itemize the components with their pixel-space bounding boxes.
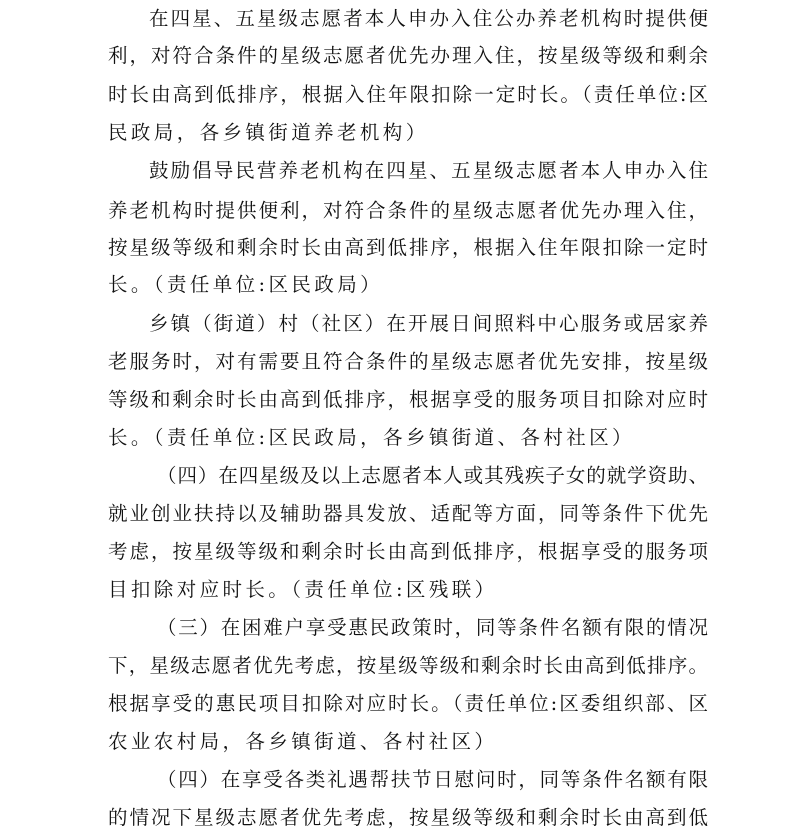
text-line: 老服务时，对有需要且符合条件的星级志愿者优先安排，按星级 [108, 350, 708, 373]
text-line: 等级和剩余时长由高到低排序，根据享受的服务项目扣除对应时 [108, 388, 708, 411]
text-line: 农业农村局，各乡镇街道、各村社区） [108, 730, 498, 753]
text-line: 时长由高到低排序，根据入住年限扣除一定时长。（责任单位:区 [108, 83, 708, 106]
text-line: 养老机构时提供便利，对符合条件的星级志愿者优先办理入住， [108, 199, 708, 222]
text-line: 根据享受的惠民项目扣除对应时长。（责任单位:区委组织部、区 [108, 692, 708, 715]
text-line: 考虑，按星级等级和剩余时长由高到低排序，根据享受的服务项 [108, 540, 708, 563]
text-line: 利，对符合条件的星级志愿者优先办理入住，按星级等级和剩余 [108, 44, 708, 67]
text-line: 乡镇（街道）村（社区）在开展日间照料中心服务或居家养 [149, 312, 708, 335]
text-line: 目扣除对应时长。（责任单位:区残联） [108, 578, 498, 601]
text-line: 下，星级志愿者优先考虑，按星级等级和剩余时长由高到低排序。 [108, 654, 708, 677]
text-line: 长。（责任单位:区民政局） [108, 273, 384, 296]
text-line: 鼓励倡导民营养老机构在四星、五星级志愿者本人申办入住 [149, 159, 708, 182]
text-line: 长。（责任单位:区民政局，各乡镇街道、各村社区） [108, 426, 635, 449]
text-line: 民政局，各乡镇街道养老机构） [108, 121, 429, 144]
text-line: 在四星、五星级志愿者本人申办入住公办养老机构时提供便 [149, 7, 708, 30]
text-line: （四）在四星级及以上志愿者本人或其残疾子女的就学资助、 [157, 464, 708, 487]
text-line: （四）在享受各类礼遇帮扶节日慰问时，同等条件名额有限 [157, 768, 708, 791]
text-line: 按星级等级和剩余时长由高到低排序，根据入住年限扣除一定时 [108, 236, 708, 259]
text-line: （三）在困难户享受惠民政策时，同等条件名额有限的情况 [157, 616, 708, 639]
text-line: 的情况下星级志愿者优先考虑，按星级等级和剩余时长由高到低 [108, 806, 708, 829]
text-line: 就业创业扶持以及辅助器具发放、适配等方面，同等条件下优先 [108, 502, 708, 525]
